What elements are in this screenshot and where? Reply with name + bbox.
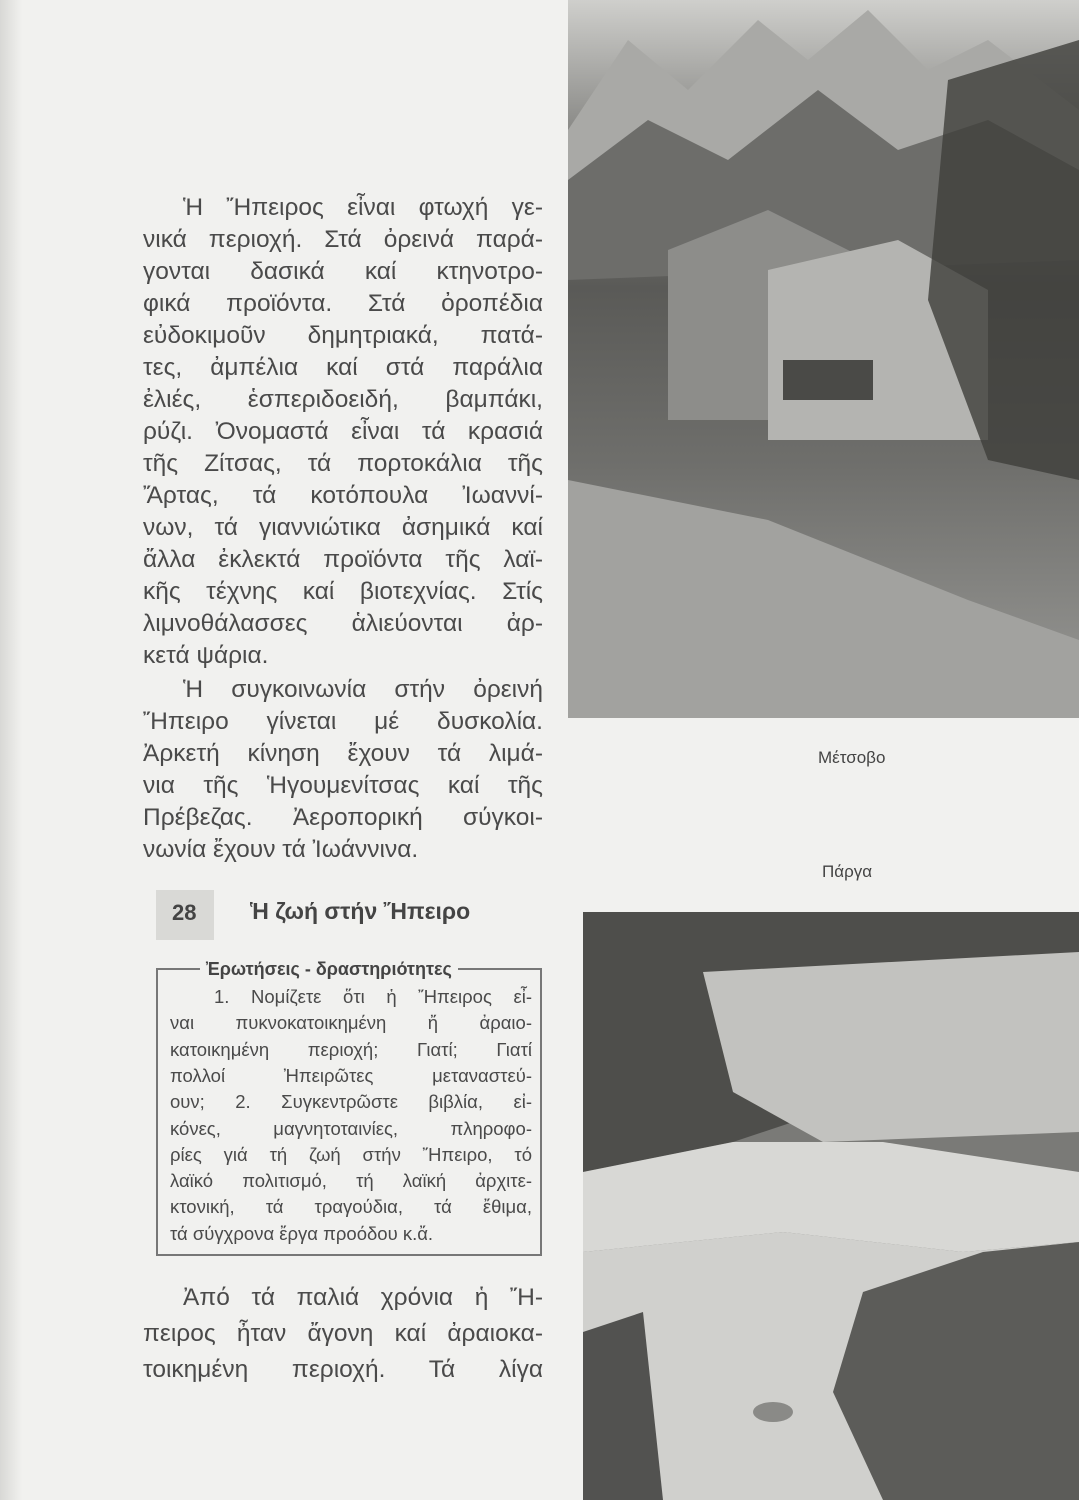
text-line: γονται δασικά καί κτηνοτρο- (143, 258, 543, 285)
text-line: νωνία ἔχουν τά Ἰωάννινα. (143, 836, 419, 863)
text-line: ρύζι. Ὀνομαστά εἶναι τά κρασιά (143, 418, 543, 445)
text-line: ναι πυκνοκατοικημένη ἤ ἀραιο- (170, 1012, 532, 1034)
questions-title: Ἐρωτήσεις - δραστηριότητες (200, 958, 458, 980)
text-line: Ἡ Ἤπειρος εἶναι φτωχή γε- (183, 194, 543, 221)
text-line: Ἄρτας, τά κοτόπουλα Ἰωαννί- (143, 482, 543, 509)
caption-parga: Πάργα (822, 862, 873, 881)
text-line: κῆς τέχνης καί βιοτεχνίας. Στίς (143, 578, 543, 605)
text-line: κόνες, μαγνητοταινίες, πληροφο- (170, 1117, 532, 1139)
text-line: τῆς Ζίτσας, τά πορτοκάλια τῆς (143, 450, 543, 477)
text-line: Ἀπό τά παλιά χρόνια ἡ Ἤ- (183, 1284, 543, 1311)
section-number: 28 (172, 900, 197, 925)
text-line: κετά ψάρια. (143, 642, 269, 669)
text-line: λαϊκό πολιτισμό, τή λαϊκή ἀρχιτε- (170, 1170, 532, 1192)
text-line: τά σύγχρονα ἔργα προόδου κ.ἄ. (170, 1222, 434, 1244)
text-line: κατοικημένη περιοχή; Γιατί; Γιατί (170, 1038, 532, 1060)
text-line: ουν; 2. Συγκεντρῶστε βιβλία, εἰ- (170, 1091, 532, 1113)
text-line: Ἡ συγκοινωνία στήν ὀρεινή (183, 676, 543, 703)
page-binding-shadow (0, 0, 22, 1500)
photo-parga (583, 912, 1079, 1500)
text-line: ἐλιές, ἑσπεριδοειδή, βαμπάκι, (143, 386, 543, 413)
text-line: Ἤπειρο γίνεται μέ δυσκολία. (143, 708, 543, 735)
text-line: ἄλλα ἐκλεκτά προϊόντα τῆς λαϊ- (143, 546, 543, 573)
text-line: εὐδοκιμοῦν δημητριακά, πατά- (143, 322, 543, 349)
text-line: ρίες γιά τή ζωή στήν Ἤπειρο, τό (170, 1143, 532, 1165)
text-line: νικά περιοχή. Στά ὀρεινά παρά- (143, 226, 543, 253)
text-line: νων, τά γιαννιώτικα ἀσημικά καί (143, 514, 543, 541)
text-line: πολλοί Ἠπειρῶτες μεταναστεύ- (170, 1064, 532, 1086)
text-line: τες, ἀμπέλια καί στά παράλια (143, 354, 543, 381)
photo-metsovo (568, 0, 1079, 718)
section-title: Ἡ ζωή στήν Ἤπειρο (250, 898, 471, 924)
text-line: 1. Νομίζετε ὅτι ἡ Ἤπειρος εἶ- (214, 986, 532, 1007)
text-line: κτονική, τά τραγούδια, τά ἔθιμα, (170, 1196, 532, 1218)
text-line: Ἀρκετή κίνηση ἔχουν τά λιμά- (143, 740, 543, 767)
caption-metsovo: Μέτσοβο (818, 748, 886, 767)
text-line: τοικημένη περιοχή. Τά λίγα (143, 1356, 543, 1383)
text-line: πειρος ἦταν ἄγονη καί ἀραιοκα- (143, 1320, 543, 1347)
text-line: νια τῆς Ἡγουμενίτσας καί τῆς (143, 772, 543, 799)
text-line: φικά προϊόντα. Στά ὀροπέδια (143, 290, 543, 317)
text-line: λιμνοθάλασσες ἁλιεύονται ἀρ- (143, 610, 543, 637)
text-line: Πρέβεζας. Ἀεροπορική σύγκοι- (143, 804, 543, 831)
